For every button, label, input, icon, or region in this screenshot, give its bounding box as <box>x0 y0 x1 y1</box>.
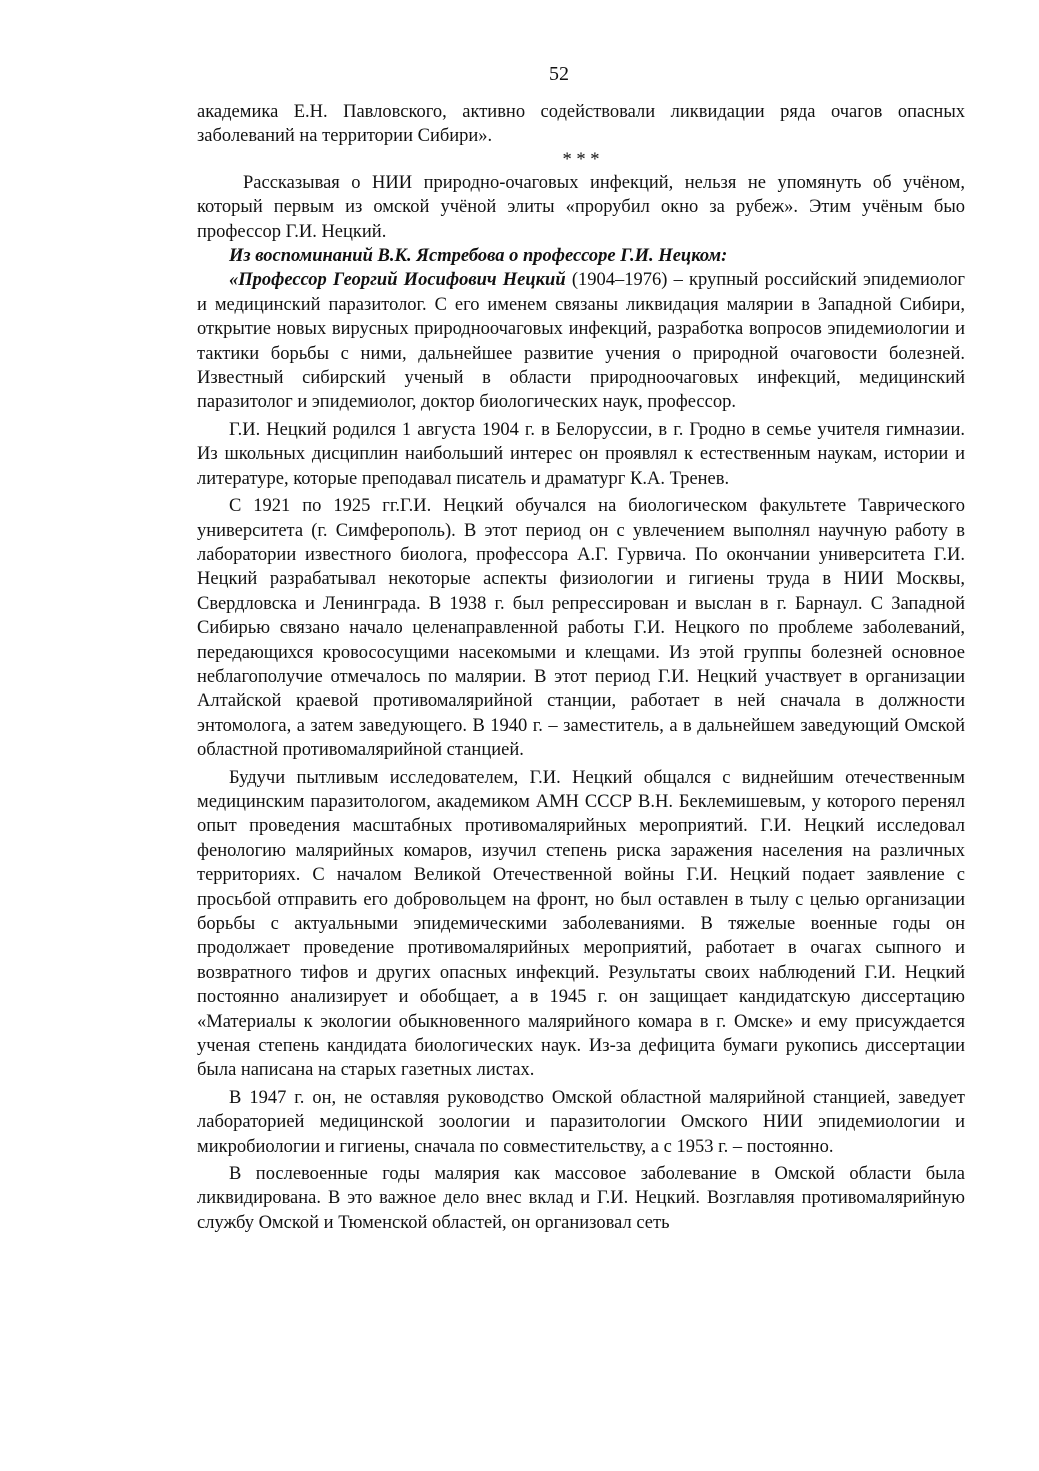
paragraph-1947: В 1947 г. он, не оставляя руководство Омской областной малярийной станцией, заведует лабораторией медицинской зоологии и паразитологии Омского НИИ эпидемиологии и микробиологии и гигиены, сначала по совместительству, а с 1953 г. – постоянно. <box>197 1087 965 1157</box>
paragraph-postwar: В послевоенные годы малярия как массовое заболевание в Омской области была ликвидирована. В это важное дело внес вклад и Г.И. Нецкий. Возглавляя противомалярийную службу Омской и Тюменской областей, он организовал сеть <box>197 1164 965 1233</box>
paragraph-birth: Г.И. Нецкий родился 1 августа 1904 г. в Белоруссии, в г. Гродно в семье учителя гимназии. Из школьных дисциплин наибольший интерес он проявлял к естественным наукам, истории и литературе, которые преподавал писатель и драматург К.А. Тренев. <box>197 419 965 489</box>
paragraph-intro: Рассказывая о НИИ природно-очаговых инфекций, нельзя не упомянуть об учёном, который первым из омской учёной элиты «прорубил окно за рубеж». Этим учёным быо профессор Г.И. Нецкий. <box>197 172 965 242</box>
section-heading: Из воспоминаний В.К. Ястребова о профессоре Г.И. Нецком: <box>229 246 728 267</box>
page-body <box>197 100 965 1235</box>
paragraph-research: Будучи пытливым исследователем, Г.И. Нецкий общался с виднейшим отечественным медицинским паразитологом, академиком АМН СССР В.Н. Беклемишевым, у которого перенял опыт проведения масштабных противомалярийных мероприятий. Г.И. Нецкий исследовал фенологию малярийных комаров, изучил степень риска заражения населения на различных территориях. С началом Великой Отечественной войны Г.И. Нецкий подает заявление с просьбой отправить его добровольцем на фронт, но был оставлен в тылу с целью организации борьбы с актуальными эпидемическими заболеваниями. В тяжелые военные годы он продолжает проведение противомалярийных мероприятий, работает в очагах сыпного и возвратного тифов и других опасных инфекций. Результаты своих наблюдений Г.И. Нецкий постоянно анализирует и обобщает, а в 1945 г. он защищает кандидатскую диссертацию «Материалы к экологии обыкновенного малярийного комара в г. Омске» и ему присуждается ученая степень кандидата биологических наук. Из-за дефицита бумаги рукопись диссертации была написана на старых газетных листах. <box>197 767 965 1081</box>
page-number: 52 <box>549 63 569 85</box>
paragraph-study: С 1921 по 1925 гг.Г.И. Нецкий обучался на биологическом факультете Таврического университета (г. Симферополь). В этот период он с увлечением выполнял научную работу в лаборатории известного биолога, профессора А.Г. Гурвича. По окончании университета Г.И. Нецкий разрабатывал некоторые аспекты физиологии и гигиены труда в НИИ Москвы, Свердловска и Ленинграда. В 1938 г. был репрессирован и выслан в г. Барнаул. С Западной Сибирью связано начало целенаправленной работы Г.И. Нецкого по проблеме заболеваний, передающихся кровососущими насекомыми и клещами. Из этой группы болезней основное неблагополучие отмечалось по малярии. В этот период Г.И. Нецкий участвует в организации Алтайской краевой противомалярийной станции, работает в ней сначала в должности энтомолога, а затем заведующего. В 1940 г. – заместитель, а в дальнейшем заведующий Омской областной противомалярийной станцией. <box>197 496 965 761</box>
quote-lead-text: (1904–1976) – крупный российский эпидемиолог и медицинский паразитолог. С его именем связаны ликвидация малярии в Западной Сибири, открытие новых вирусных природноочаговых инфекций, разработка вопросов эпидемиологии и тактики борьбы с ними, дальнейшее развитие учения о природной очаговости болезней. Известный сибирский ученый в области природноочаговых инфекций, медицинский паразитолог и эпидемиолог, доктор биологических наук, профессор. <box>197 270 965 413</box>
paragraph-quote-start <box>197 268 965 414</box>
quote-lead-name: «Профессор Георгий Иосифович Нецкий <box>229 270 566 291</box>
section-separator: * * * <box>562 149 600 170</box>
paragraph-continuation: академика Е.Н. Павловского, активно содействовали ликвидации ряда очагов опасных заболеваний на территории Сибири». <box>197 102 965 147</box>
